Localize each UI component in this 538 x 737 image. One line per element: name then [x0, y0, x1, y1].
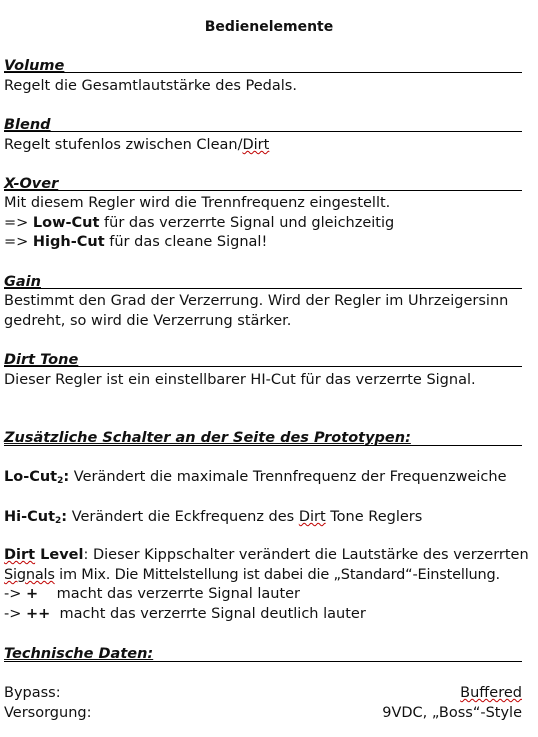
- xover-line3: => High-Cut für das cleane Signal!: [4, 234, 268, 250]
- tech-rule: [4, 661, 522, 662]
- xover-rule: [4, 190, 522, 191]
- volume-text: Regelt die Gesamtlautstärke des Pedals.: [4, 78, 297, 94]
- xover-line2: => Low-Cut für das verzerrte Signal und gleichzeitig: [4, 215, 395, 231]
- dirttone-rule: [4, 366, 522, 367]
- dirtlevel-line1: Dirt Level: Dieser Kippschalter verändert die Lautstärke des verzerrten: [4, 547, 529, 563]
- extra-switches-rule: [4, 445, 522, 446]
- blend-text: Regelt stufenlos zwischen Clean/Dirt: [4, 137, 270, 153]
- blend-heading: Blend: [4, 117, 51, 133]
- xover-line1: Mit diesem Regler wird die Trennfrequenz eingestellt.: [4, 195, 391, 211]
- supply-label: Versorgung:: [4, 705, 92, 721]
- gain-heading: Gain: [4, 274, 41, 290]
- extra-switches-heading: Zusätzliche Schalter an der Seite des Prototypen:: [4, 430, 411, 446]
- dirtlevel-line4: -> ++ macht das verzerrte Signal deutlich lauter: [4, 606, 366, 622]
- dirttone-text: Dieser Regler ist ein einstellbarer HI-Cut für das verzerrte Signal.: [4, 372, 476, 388]
- gain-rule: [4, 288, 522, 289]
- volume-rule: [4, 72, 522, 73]
- supply-value: 9VDC, „Boss“-Style: [382, 705, 522, 721]
- bypass-value: Buffered: [460, 685, 522, 701]
- page-title: Bedienelemente: [204, 19, 334, 35]
- locut-line: Lo-Cut$_2$: Verändert die maximale Trennfrequenz der Frequenzweiche: [4, 469, 507, 486]
- gain-line1: Bestimmt den Grad der Verzerrung. Wird der Regler im Uhrzeigersinn: [4, 293, 509, 309]
- dirtlevel-line3: -> + macht das verzerrte Signal lauter: [4, 586, 301, 602]
- blend-rule: [4, 131, 522, 132]
- tech-heading: Technische Daten:: [4, 646, 154, 662]
- xover-heading: X-Over: [4, 176, 59, 192]
- volume-heading: Volume: [4, 58, 65, 74]
- dirtlevel-line2: Signals im Mix. Die Mittelstellung ist dabei die „Standard“-Einstellung.: [4, 567, 500, 583]
- dirttone-heading: Dirt Tone: [4, 352, 79, 368]
- gain-line2: gedreht, so wird die Verzerrung stärker.: [4, 313, 292, 329]
- hicut-line: Hi-Cut$_2$: Verändert die Eckfrequenz des Dirt Tone Reglers: [4, 509, 423, 526]
- bypass-label: Bypass:: [4, 685, 61, 701]
